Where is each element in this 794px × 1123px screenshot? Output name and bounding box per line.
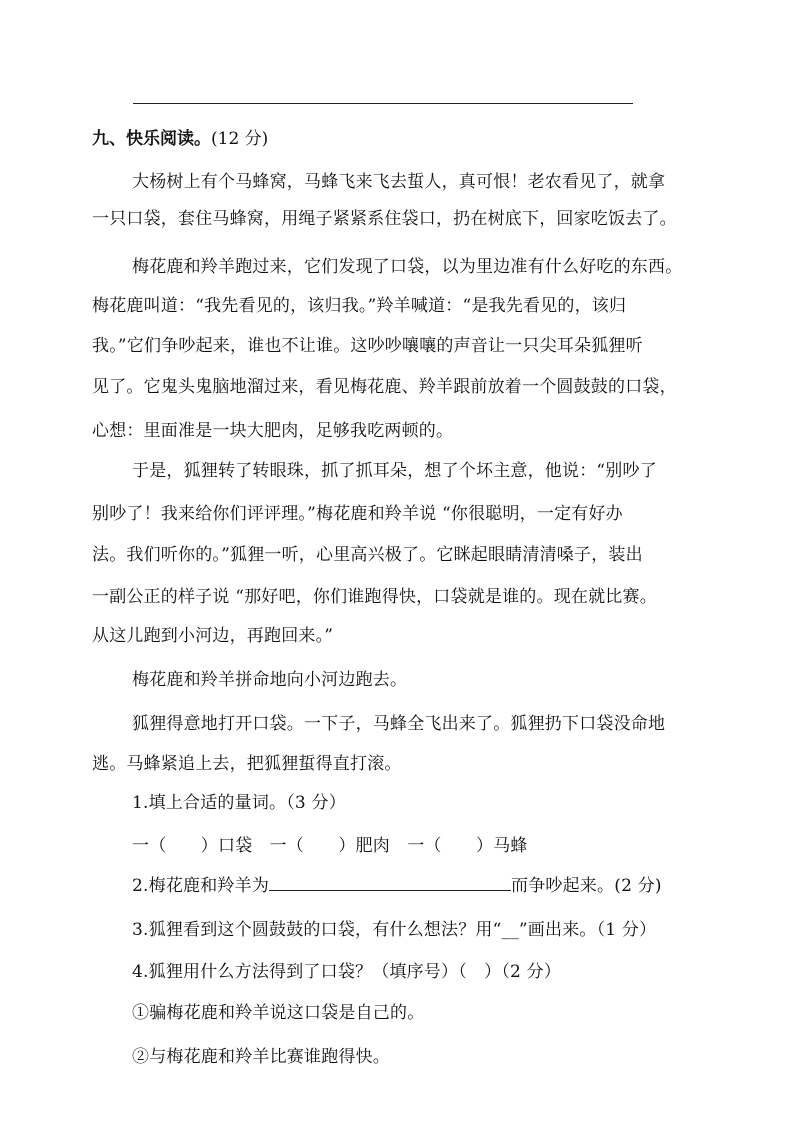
section-title-text: 九、快乐阅读。 — [92, 129, 211, 149]
story-line: 一副公正的样子说 “那好吧，你们谁跑得快，口袋就是谁的。现在就比赛。 — [92, 587, 657, 607]
option-2: ②与梅花鹿和羚羊比赛谁跑得快。 — [132, 1047, 390, 1067]
section-points: (12 分) — [211, 129, 269, 149]
question-3: 3.狐狸看到这个圆鼓鼓的口袋，有什么想法？用“__”画出来。（1 分） — [132, 920, 657, 940]
story-line: 心想：里面准是一块大肥肉，足够我吃两顿的。 — [92, 421, 454, 441]
story-line: 见了。它鬼头鬼脑地溜过来，看见梅花鹿、羚羊跟前放着一个圆鼓鼓的口袋， — [92, 377, 677, 397]
question-4: 4.狐狸用什么方法得到了口袋？（填序号）（ ）（2 分） — [132, 962, 562, 982]
section-heading — [92, 124, 268, 149]
story-line: 法。我们听你的。”狐狸一听，心里高兴极了。它眯起眼睛清清嗓子，装出 — [92, 545, 643, 565]
story-line: 狐狸得意地打开口袋。一下子，马蜂全飞出来了。狐狸扔下口袋没命地 — [132, 714, 666, 734]
story-line: 一只口袋，套住马蜂窝，用绳子紧紧系住袋口，扔在树底下，回家吃饭去了。 — [92, 209, 677, 229]
story-line: 我。”它们争吵起来，谁也不让谁。这吵吵嚷嚷的声音让一只尖耳朵狐狸听 — [92, 336, 643, 356]
story-line: 大杨树上有个马蜂窝，马蜂飞来飞去蜇人，真可恨！老农看见了，就拿 — [132, 172, 666, 192]
story-line: 逃。马蜂紧追上去，把狐狸蜇得直打滚。 — [92, 754, 402, 774]
question-1-blanks: 一（ ）口袋 一（ ）肥肉 一（ ）马蜂 — [132, 836, 528, 856]
answer-line — [133, 103, 633, 104]
option-1: ①骗梅花鹿和羚羊说这口袋是自己的。 — [132, 1003, 425, 1023]
story-line: 别吵了！我来给你们评评理。”梅花鹿和羚羊说 “你很聪明，一定有好办 — [92, 504, 623, 524]
story-line: 从这儿跑到小河边，再跑回来。” — [92, 626, 334, 646]
story-line: 于是，狐狸转了转眼珠，抓了抓耳朵，想了个坏主意，他说：“别吵了 — [132, 461, 657, 481]
question-2-blank — [269, 874, 511, 891]
story-line: 梅花鹿和羚羊跑过来，它们发现了口袋，以为里边准有什么好吃的东西。 — [132, 257, 683, 277]
story-line: 梅花鹿和羚羊拼命地向小河边跑去。 — [132, 670, 408, 690]
question-2-prefix: 2.梅花鹿和羚羊为 — [132, 876, 270, 896]
question-2 — [132, 874, 752, 898]
question-2-suffix: 而争吵起来。(2 分) — [511, 876, 662, 896]
question-1: 1.填上合适的量词。（3 分） — [132, 793, 346, 813]
story-line: 梅花鹿叫道：“我先看见的，该归我。”羚羊喊道：“是我先看见的，该归 — [92, 296, 627, 316]
